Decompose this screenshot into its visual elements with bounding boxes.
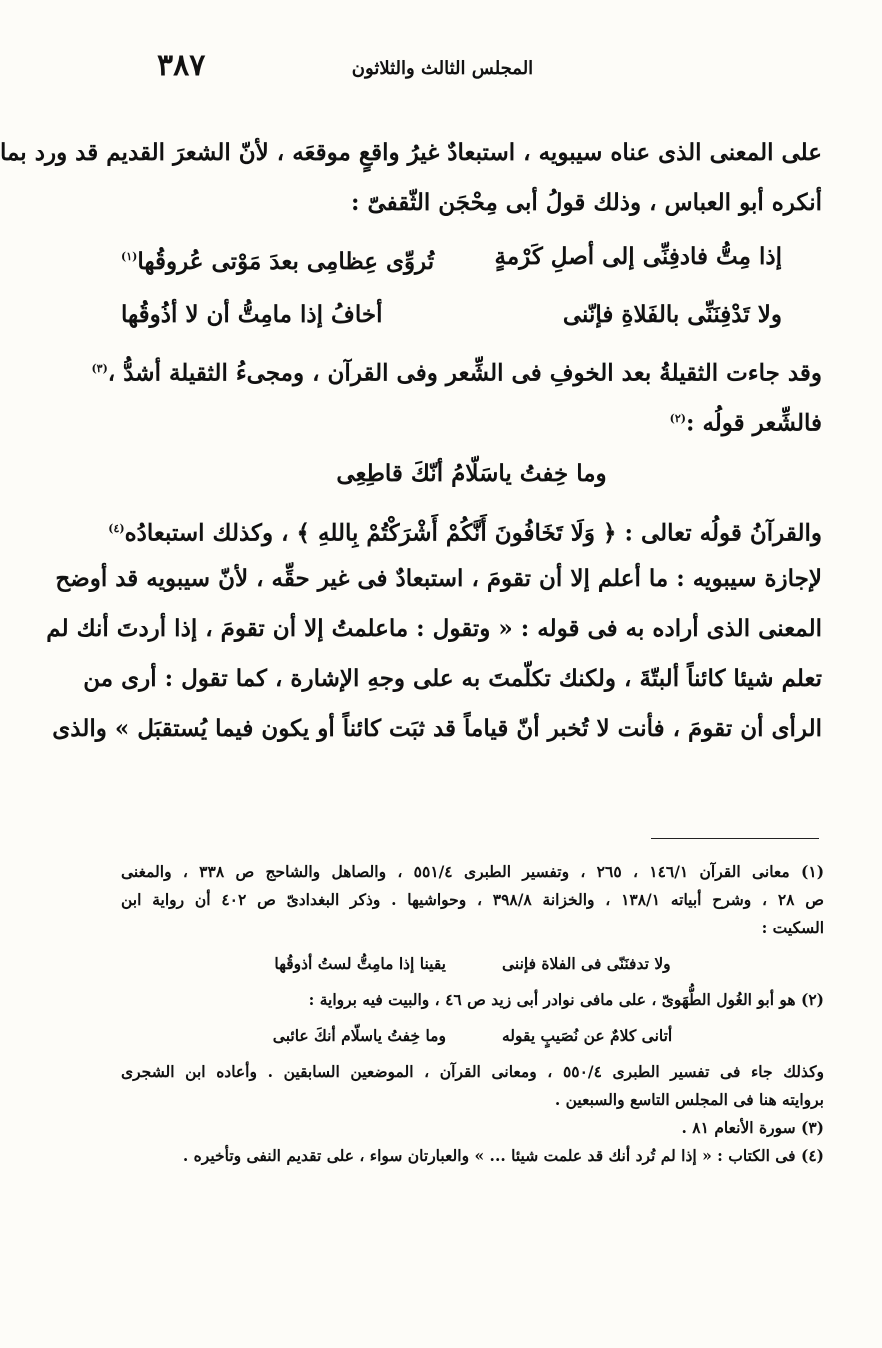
text-line: على المعنى الذى عناه سيبويه ، استبعادٌ غيرُ واقعٍ موقعَه ، لأنّ الشعرَ القديم قد ورد بما [0, 139, 822, 166]
verse-line: وما خِفتُ ياسَلّامُ أنّكَ قاطِعِى [336, 460, 607, 487]
footnote-line: بروايته هنا فى المجلس التاسع والسبعين . [554, 1090, 824, 1109]
footnote-separator [651, 838, 819, 839]
verse-hemistich: ولا تَدْفِنَنِّى بالفَلاةِ فإنّنى [562, 301, 782, 328]
running-head: المجلس الثالث والثلاثون [351, 58, 534, 79]
text-line: أنكره أبو العباس ، وذلك قولُ أبى مِحْجَن الثّقفىّ : [351, 189, 822, 216]
footnote-marker: (٤) [108, 522, 125, 535]
verse-hemistich: ولا تدفنَنّى فى الفلاة فإننى [501, 954, 671, 973]
text-line: الرأى أن تقومَ ، فأنت لا تُخبر أنّ قياماً قد ثبَت كائناً أو يكون فيما يُستقبَل » والذى [52, 715, 822, 742]
footnote-verse [121, 942, 824, 986]
main-text [0, 128, 822, 754]
verse-line [121, 228, 822, 286]
text-line: والقرآنُ قولُه تعالى : ﴿ وَلَا تَخَافُونَ أَنَّكُمْ أَشْرَكْتُمْ بِاللهِ ﴾ ، وكذلك استبعادُه$^{(٤)}$ [108, 519, 822, 547]
footnote-verse [121, 1014, 824, 1058]
footnote-line: (٣) سورة الأنعام ٨١ . [681, 1118, 824, 1137]
footnotes [121, 858, 824, 1170]
text-line: لإجازة سيبويه : ما أعلم إلا أن تقومَ ، استبعادٌ فى غير حقِّه ، لأنّ سيبويه قد أوضح [55, 565, 822, 592]
footnote-line: (١) معانى القرآن ١٤٦/١ ، ٢٦٥ ، وتفسير الطبرى ٥٥١/٤ ، والصاهل والشاحج ص ٣٣٨ ، والمغنى [121, 862, 825, 881]
verse-hemistich-text: تُروِّى عِظامِى بعدَ مَوْتى عُروقُها [137, 247, 435, 275]
footnote-marker: (٣) [91, 362, 108, 375]
footnote-line: (٢) هو أبو الغُول الطُّهَوىّ ، على مافى نوادر أبى زيد ص ٤٦ ، والبيت فيه برواية : [308, 990, 824, 1009]
text-line: وقد جاءت الثقيلةُ بعد الخوفِ فى الشِّعر وفى القرآن ، ومجىءُ الثقيلة أشدُّ ،$^{(٣)}$ [91, 359, 822, 387]
verse-hemistich: وما خِفتُ ياسلّام أنكَ عائبى [272, 1026, 446, 1045]
footnote-marker: (١) [121, 250, 138, 263]
text-line: المعنى الذى أراده به فى قوله : « وتقول : ماعلمتُ إلا أن تقومَ ، إذا أردتَ أنك لم [46, 615, 822, 642]
verse-hemistich: يقينا إذا مامِتُّ لستُ أذوقُها [274, 954, 446, 973]
verse-hemistich: إذا مِتُّ فادفِنِّى إلى أصلِ كَرْمةٍ [494, 243, 782, 270]
page-header [143, 48, 742, 88]
text-line [121, 394, 822, 444]
text-line: تعلم شيئا كائناً ألبتّةَ ، ولكنك تكلّمتَ به على وجهِ الإشارة ، كما تقول : أرى من [83, 665, 822, 692]
verse-line [121, 286, 822, 344]
page-number: ٣٨٧ [157, 48, 206, 83]
verse-hemistich [121, 228, 434, 286]
footnote-marker: (٢) [669, 412, 686, 425]
footnote-line: السكيت : [761, 918, 824, 937]
verse-hemistich: أخافُ إذا مامِتُّ أن لا أذُوقُها [121, 301, 383, 328]
footnote-line: (٤) فى الكتاب : « إذا لم تُرد أنك قد علمت شيئا ... » والعبارتان سواء ، على تقديم النفى وتأخيره . [182, 1146, 824, 1165]
footnote-line: وكذلك جاء فى تفسير الطبرى ٥٥٠/٤ ، ومعانى القرآن ، الموضعين السابقين . وأعاده ابن الشجرى [121, 1062, 824, 1081]
verse-hemistich: أتانى كلامٌ عن نُصَيبٍ يقوله [501, 1026, 673, 1045]
footnote-line: ص ٢٨ ، وشرح أبياته ١٣٨/١ ، والخزانة ٣٩٨/٨ ، وحواشيها . وذكر البغدادىّ ص ٤٠٢ أن رواية ابن [121, 890, 824, 909]
text-line-content: فالشِّعر قولُه : [685, 409, 822, 437]
